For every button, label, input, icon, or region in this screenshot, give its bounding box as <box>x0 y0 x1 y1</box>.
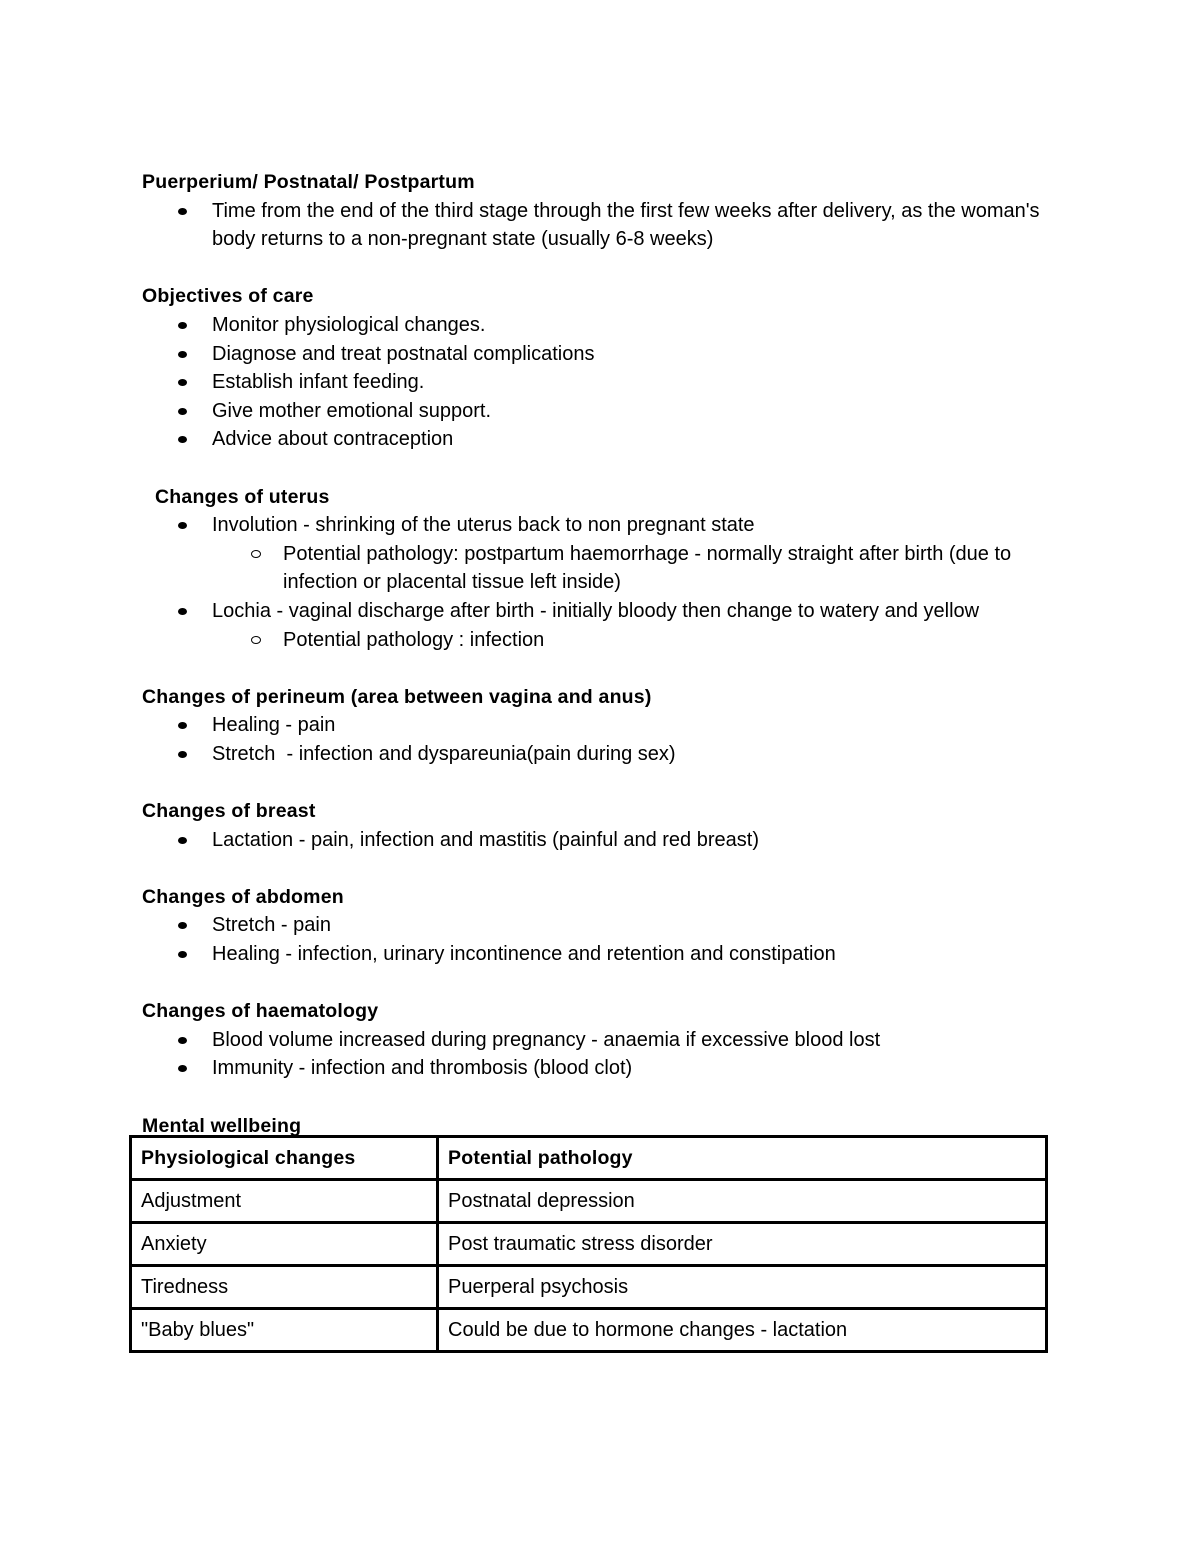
list-item: Diagnose and treat postnatal complications <box>142 340 1052 369</box>
sub-list-item: Potential pathology: postpartum haemorrhage - normally straight after birth (due to infection or placental tissue left inside) <box>212 540 1052 597</box>
heading-objectives: Objectives of care <box>142 285 314 308</box>
list-item: Monitor physiological changes. <box>142 311 1052 340</box>
sub-list <box>212 540 1052 597</box>
table-header-cell: Potential pathology <box>438 1137 1047 1180</box>
bullet-icon <box>178 722 187 729</box>
list-item: Stretch - pain <box>142 911 1052 940</box>
table-row <box>131 1309 1047 1352</box>
table-row <box>131 1223 1047 1266</box>
heading-abdomen: Changes of abdomen <box>142 885 344 908</box>
bullet-icon <box>178 322 187 329</box>
bullet-icon <box>178 522 187 529</box>
heading-uterus: Changes of uterus <box>155 485 330 508</box>
table-cell: Post traumatic stress disorder <box>438 1223 1047 1266</box>
list-item: Lochia - vaginal discharge after birth - initially bloody then change to watery and yellow Potential pathology : infection <box>142 597 1052 654</box>
list-item: Lactation - pain, infection and mastitis (painful and red breast) <box>142 826 1052 855</box>
list-breast <box>142 826 1052 855</box>
bullet-icon <box>178 608 187 615</box>
table-cell: Postnatal depression <box>438 1180 1047 1223</box>
heading-breast: Changes of breast <box>142 800 316 823</box>
table-cell: Anxiety <box>131 1223 438 1266</box>
list-perineum <box>142 711 1052 768</box>
bullet-icon <box>178 837 187 844</box>
table-cell: "Baby blues" <box>131 1309 438 1352</box>
list-item: Healing - infection, urinary incontinence and retention and constipation <box>142 940 1052 969</box>
list-item: Immunity - infection and thrombosis (blood clot) <box>142 1054 1052 1083</box>
hollow-bullet-icon <box>251 636 261 644</box>
list-abdomen <box>142 911 1052 968</box>
table-header-cell: Physiological changes <box>131 1137 438 1180</box>
sub-list <box>212 626 1052 655</box>
list-item: Establish infant feeding. <box>142 368 1052 397</box>
table-cell: Puerperal psychosis <box>438 1266 1047 1309</box>
bullet-icon <box>178 1065 187 1072</box>
list-item: Healing - pain <box>142 711 1052 740</box>
table-cell: Adjustment <box>131 1180 438 1223</box>
bullet-icon <box>178 408 187 415</box>
list-item: Involution - shrinking of the uterus back to non pregnant state Potential pathology: postpartum haemorrhage - normally straight after birth (due to infection or placental tissue left inside) <box>142 511 1052 597</box>
hollow-bullet-icon <box>251 550 261 558</box>
sub-list-item: Potential pathology : infection <box>212 626 1052 655</box>
list-item: Stretch - infection and dyspareunia(pain during sex) <box>142 740 1052 769</box>
bullet-icon <box>178 1037 187 1044</box>
heading-puerperium: Puerperium/ Postnatal/ Postpartum <box>142 171 475 193</box>
bullet-icon <box>178 922 187 929</box>
table-row <box>131 1180 1047 1223</box>
list-item: Advice about contraception <box>142 425 1052 454</box>
table-row <box>131 1266 1047 1309</box>
table-cell: Tiredness <box>131 1266 438 1309</box>
document-content <box>142 168 1052 1140</box>
heading-perineum: Changes of perineum (area between vagina and anus) <box>142 685 652 708</box>
mental-wellbeing-table <box>129 1135 1048 1353</box>
heading-mental-wellbeing: Mental wellbeing <box>142 1114 302 1137</box>
list-puerperium <box>142 197 1052 254</box>
list-uterus <box>142 511 1052 654</box>
table-header-row <box>131 1137 1047 1180</box>
bullet-icon <box>178 951 187 958</box>
bullet-icon <box>178 436 187 443</box>
list-objectives <box>142 311 1052 454</box>
list-item: Blood volume increased during pregnancy - anaemia if excessive blood lost <box>142 1026 1052 1055</box>
list-haematology <box>142 1026 1052 1083</box>
bullet-icon <box>178 208 187 215</box>
heading-haematology: Changes of haematology <box>142 1000 379 1023</box>
list-item: Give mother emotional support. <box>142 397 1052 426</box>
table-cell: Could be due to hormone changes - lactation <box>438 1309 1047 1352</box>
bullet-icon <box>178 351 187 358</box>
bullet-icon <box>178 751 187 758</box>
bullet-icon <box>178 379 187 386</box>
list-item: Time from the end of the third stage through the first few weeks after delivery, as the woman's body returns to a non-pregnant state (usually 6-8 weeks) <box>142 197 1052 254</box>
